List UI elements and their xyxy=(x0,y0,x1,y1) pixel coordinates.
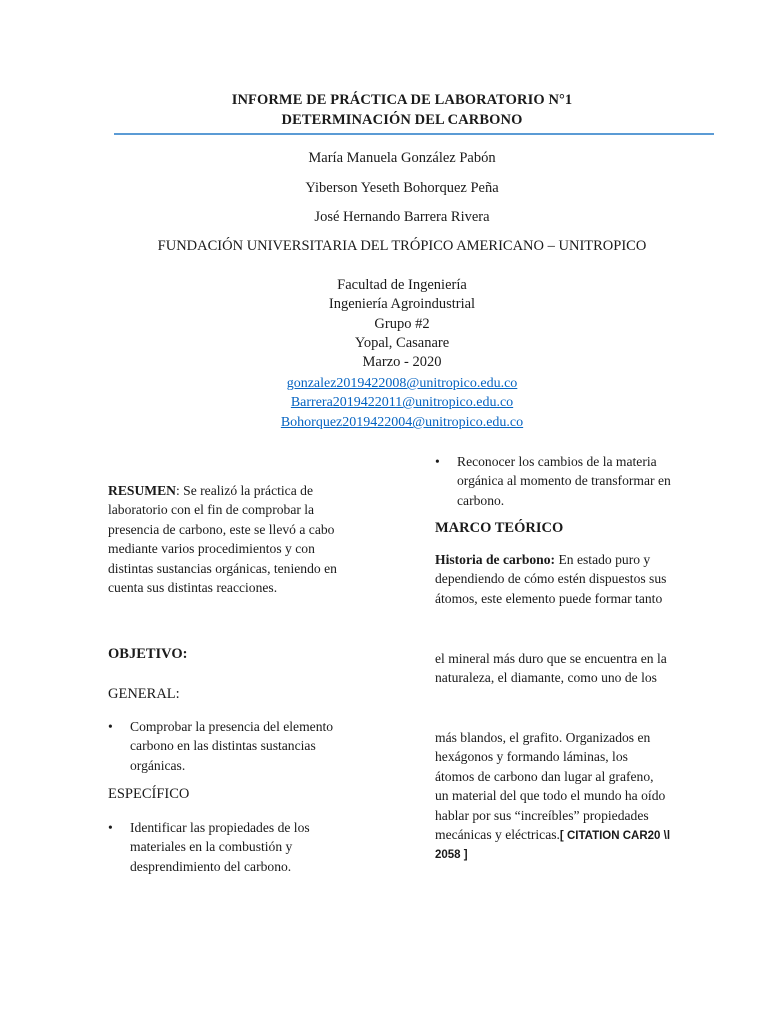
para-line: naturaleza, el diamante, como uno de los xyxy=(435,670,657,686)
reconocer-bullet xyxy=(435,452,727,510)
author-3: José Hernando Barrera Rivera xyxy=(314,209,490,225)
bullet-line: orgánica al momento de transformar en xyxy=(457,473,671,489)
group: Grupo #2 xyxy=(374,316,430,332)
general-label: GENERAL: xyxy=(108,686,180,702)
email-link-gonzalez[interactable]: gonzalez2019422008@unitropico.edu.co xyxy=(286,376,518,391)
grafito-paragraph xyxy=(435,728,735,866)
historia-paragraph xyxy=(435,550,735,608)
general-bullet xyxy=(108,717,400,775)
para-line: mecánicas y eléctricas. xyxy=(435,827,560,843)
email-link-bohorquez[interactable]: Bohorquez2019422004@unitropico.edu.co xyxy=(280,415,524,430)
bullet-line: desprendimiento del carbono. xyxy=(130,858,292,874)
report-subtitle: DETERMINACIÓN DEL CARBONO xyxy=(281,112,523,128)
resumen-line: cuenta sus distintas reacciones. xyxy=(108,580,278,596)
historia-label: Historia de carbono: xyxy=(435,552,556,567)
title-divider xyxy=(114,133,714,135)
bullet-line: orgánicas. xyxy=(130,757,186,773)
program: Ingeniería Agroindustrial xyxy=(328,296,476,312)
para-line: átomos de carbono dan lugar al grafeno, xyxy=(435,768,654,784)
resumen-line: mediante varios procedimientos y con xyxy=(108,541,315,557)
bullet-line: carbono. xyxy=(457,492,505,508)
institution-name: FUNDACIÓN UNIVERSITARIA DEL TRÓPICO AMERICANO – UNITROPICO xyxy=(157,238,647,254)
citation-field-cont: 2058 ] xyxy=(435,849,468,862)
bullet-line: Identificar las propiedades de los xyxy=(130,820,310,835)
bullet-icon: • xyxy=(108,820,113,835)
author-2: Yiberson Yeseth Bohorquez Peña xyxy=(305,180,499,196)
para-line: un material del que todo el mundo ha oído xyxy=(435,788,666,804)
bullet-icon: • xyxy=(435,454,440,469)
objetivo-heading: OBJETIVO: xyxy=(108,646,188,662)
diamante-paragraph xyxy=(435,649,735,688)
resumen-line: distintas sustancias orgánicas, teniendo en xyxy=(108,560,337,576)
para-line: el mineral más duro que se encuentra en la xyxy=(435,651,667,666)
resumen-paragraph xyxy=(108,481,408,597)
date: Marzo - 2020 xyxy=(362,354,442,370)
para-line: hablar por sus “increíbles” propiedades xyxy=(435,807,649,823)
email-link-barrera[interactable]: Barrera2019422011@unitropico.edu.co xyxy=(290,395,514,410)
bullet-line: carbono en las distintas sustancias xyxy=(130,738,316,754)
citation-field: [ CITATION CAR20 \l xyxy=(559,830,671,843)
bullet-icon: • xyxy=(108,719,113,734)
bullet-line: Comprobar la presencia del elemento xyxy=(130,719,334,734)
resumen-line: presencia de carbono, este se llevó a cabo xyxy=(108,521,335,537)
author-1: María Manuela González Pabón xyxy=(308,150,496,166)
bullet-line: materiales en la combustión y xyxy=(130,839,293,855)
report-title: INFORME DE PRÁCTICA DE LABORATORIO N°1 xyxy=(231,92,573,108)
faculty: Facultad de Ingeniería xyxy=(337,277,467,293)
para-line: hexágonos y formando láminas, los xyxy=(435,749,628,765)
resumen-label: RESUMEN xyxy=(108,483,176,498)
especifico-label: ESPECÍFICO xyxy=(108,786,190,802)
historia-line: átomos, este elemento puede formar tanto xyxy=(435,590,663,606)
marco-teorico-heading: MARCO TEÓRICO xyxy=(435,520,564,536)
historia-line: En estado puro y xyxy=(555,552,651,567)
resumen-line: laboratorio con el fin de comprobar la xyxy=(108,502,315,518)
city: Yopal, Casanare xyxy=(354,335,450,351)
especifico-bullet xyxy=(108,818,400,876)
bullet-line: Reconocer los cambios de la materia xyxy=(457,454,657,469)
historia-line: dependiendo de cómo estén dispuestos sus xyxy=(435,571,667,587)
resumen-line: : Se realizó la práctica de xyxy=(175,483,313,498)
para-line: más blandos, el grafito. Organizados en xyxy=(435,730,651,745)
